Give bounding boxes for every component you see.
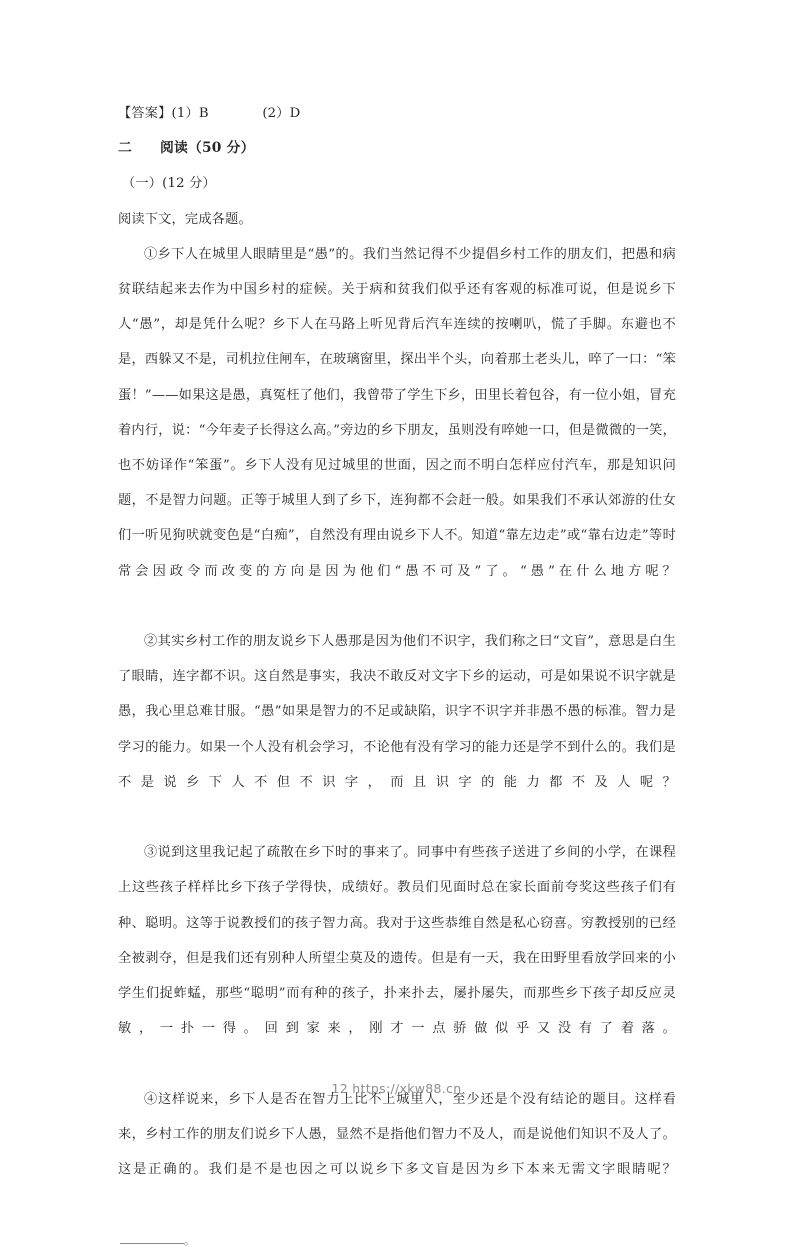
blank-period: 。 xyxy=(184,1233,195,1247)
footer-watermark: 12 https://xkw88.cn xyxy=(331,1081,462,1096)
passage-paragraph-4: ④这样说来，乡下人是否在智力上比不上城里人，至少还是个没有结论的题目。这样看来，乡村工作的朋友们说乡下人愚，显然不是指他们智力不及人，而是说他们知识不及人了。这是正确的。我们是不是也因之可以说乡下多文盲是因为乡下本来无需文字眼睛呢？ xyxy=(118,1091,676,1178)
passage-paragraph-3: ③说到这里我记起了疏散在乡下时的事来了。同事中有些孩子送进了乡间的小学，在课程上这些孩子样样比乡下孩子学得快，成绩好。教员们见面时总在家长面前夸奖这些孩子们有种、聪明。这等于说教授们的孩子智力高。我对于这些恭维自然是私心窃喜。穷教授别的已经全被剥夺，但是我们还有别种人所望尘莫及的遗传。但是有一天，我在田野里看放学回来的小学生们捉蚱蜢，那些“聪明”而有种的孩子，扑来扑去，屡扑屡失，而那些乡下孩子却反应灵敏，一扑一得。回到家来，刚才一点骄做似乎又没有了着落。 xyxy=(118,845,676,1037)
fill-in-blank-line xyxy=(118,1223,676,1258)
page-footer xyxy=(0,1078,793,1097)
blank-underline xyxy=(120,1234,184,1244)
passage-paragraph-1: ①乡下人在城里人眼睛里是“愚”的。我们当然记得不少提倡乡村工作的朋友们，把愚和病贫联结起来去作为中国乡村的症候。关于病和贫我们似乎还有客观的标准可说，但是说乡下人“愚”，却是凭什么呢？乡下人在马路上听见背后汽车连续的按喇叭，慌了手脚。东避也不是，西躲又不是，司机拉住闸车，在玻璃窗里，探出半个头，向着那土老头儿，啐了一口：“笨蛋！”——如果这是愚，真冤枉了他们，我曾带了学生下乡，田里长着包谷，有一位小姐，冒充着内行，说：“今年麦子长得这么高。”旁边的乡下朋友，虽则没有啐她一口，但是微微的一笑，也不妨译作“笨蛋”。乡下人没有见过城里的世面，因之而不明白怎样应付汽车，那是知识问题，不是智力问题。正等于城里人到了乡下，连狗都不会赶一般。如果我们不承认郊游的仕女们一听见狗吠就变色是“白痴”，自然没有理由说乡下人不。知道“靠左边走”或“靠右边走”等时常会因政令而改变的方向是因为他们“愚不可及”了。“愚”在什么地方呢？ xyxy=(118,246,676,579)
passage-paragraph-2: ②其实乡村工作的朋友说乡下人愚那是因为他们不识字，我们称之曰“文盲”，意思是白生了眼睛，连字都不识。这自然是事实，我决不敢反对文字下乡的运动，可是如果说不识字就是愚，我心里总难甘服。“愚”如果是智力的不足或缺陷，识字不识字并非愚不愚的标准。智力是学习的能力。如果一个人没有机会学习，不论他有没有学习的能力还是学不到什么的。我们是不是说乡下人不但不识字，而且识字的能力都不及人呢？ xyxy=(118,634,676,790)
subsection-heading: （一）(12 分） xyxy=(122,176,216,192)
section-heading: 二 阅读（50 分） xyxy=(118,140,255,157)
answer-key-line: 【答案】(1）B (2）D xyxy=(118,106,301,121)
reading-instruction: 阅读下文，完成各题。 xyxy=(118,211,252,227)
